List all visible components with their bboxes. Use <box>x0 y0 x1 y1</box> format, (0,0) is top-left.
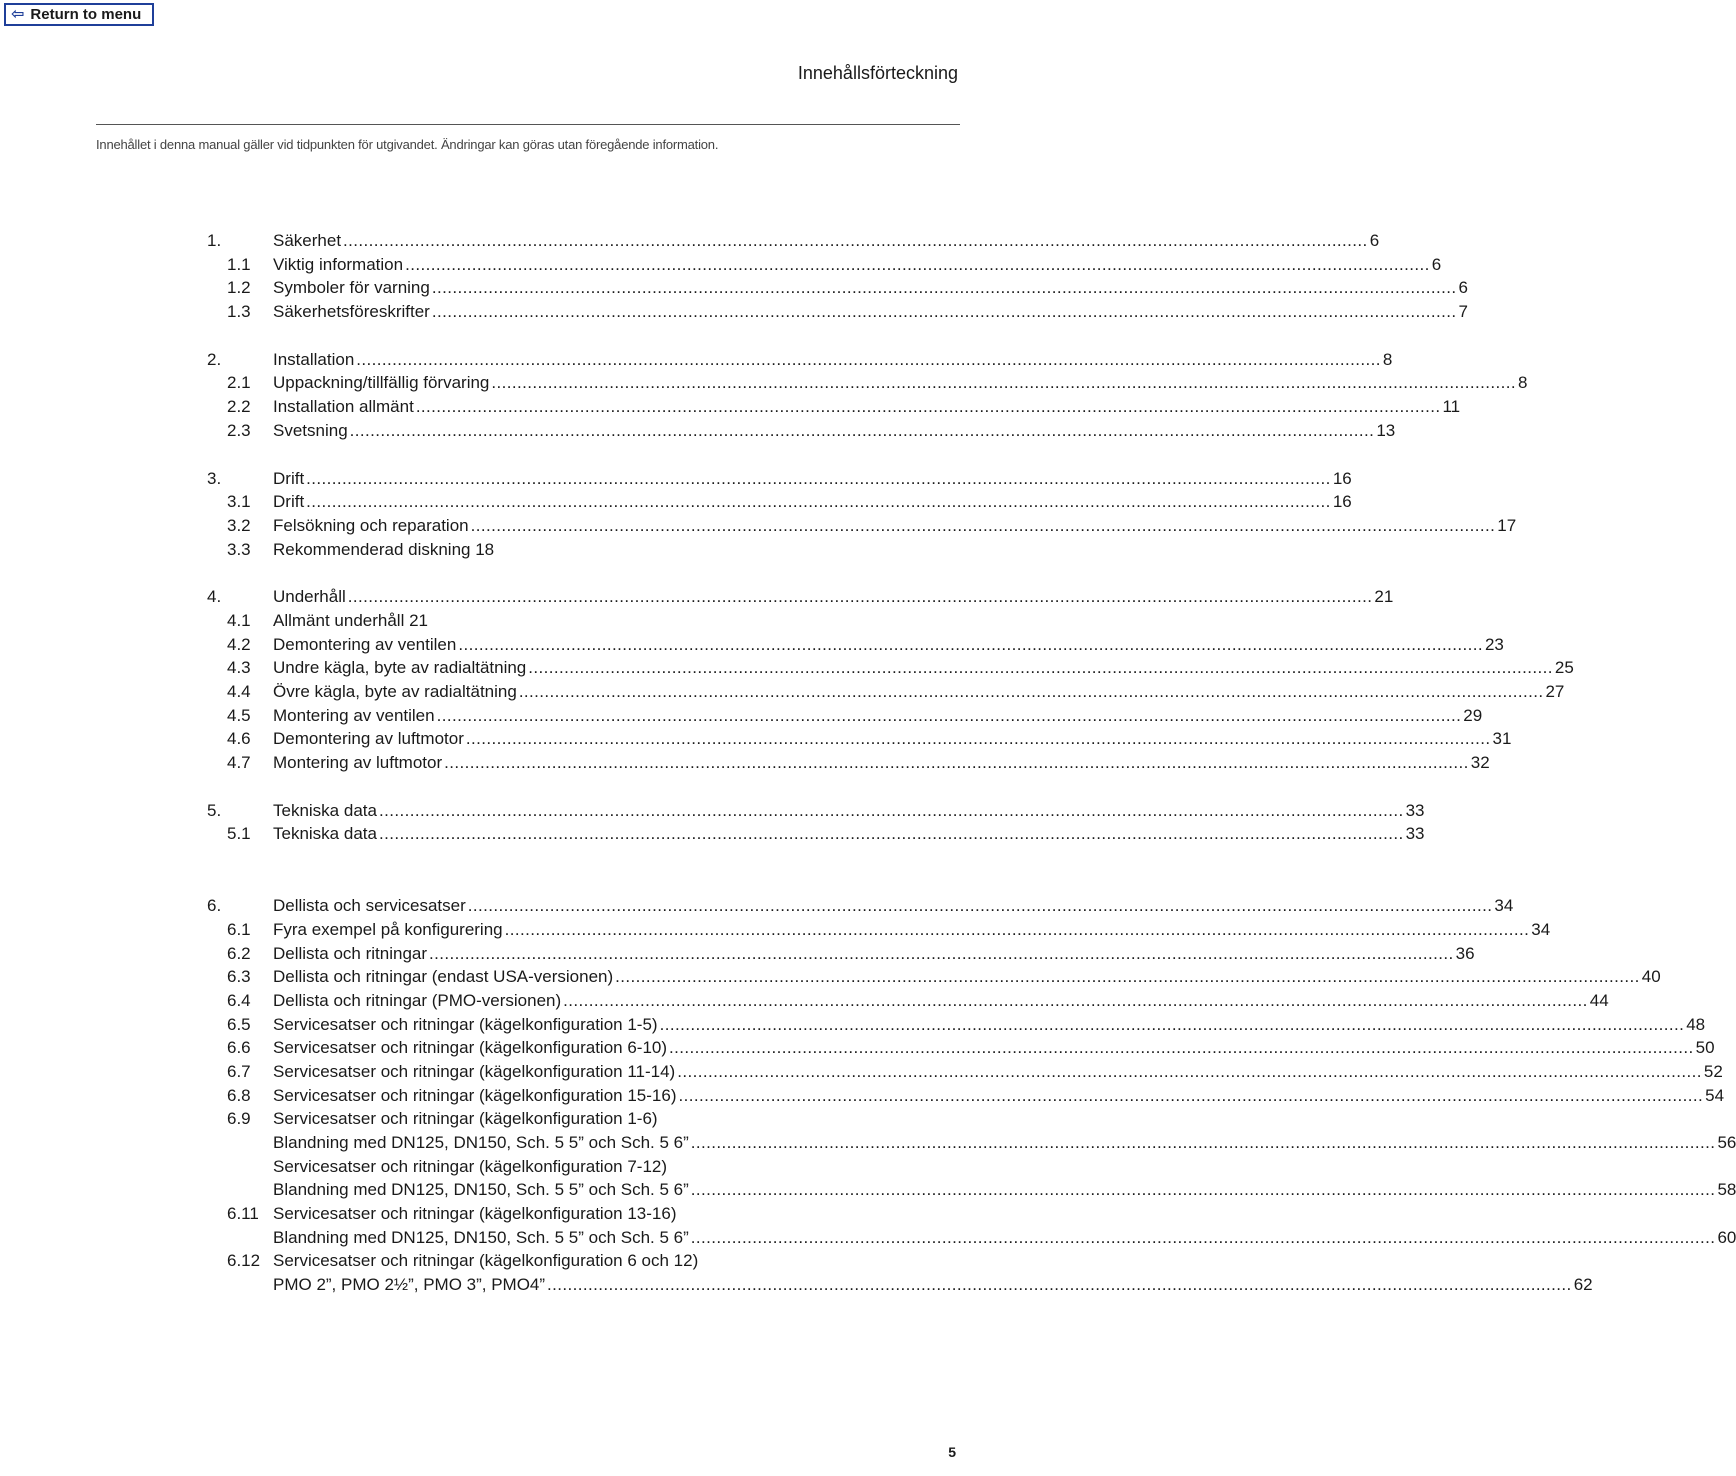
toc-entry[interactable] <box>207 633 1504 657</box>
toc-section-heading[interactable] <box>207 467 1352 491</box>
toc-entry[interactable] <box>207 371 1528 395</box>
toc-entry-title: Montering av ventilen <box>273 705 435 725</box>
toc-entry-number: 6.2 <box>227 943 251 963</box>
toc-entry-page: 34 <box>1531 919 1551 939</box>
toc-entry[interactable] <box>207 538 857 562</box>
toc-entry-title: Säkerhet <box>273 231 342 250</box>
toc-entry-page: 27 <box>1545 682 1565 701</box>
toc-entry-number: 3.2 <box>227 515 251 535</box>
table-of-contents <box>207 229 1736 1297</box>
toc-entry[interactable] <box>207 656 1574 680</box>
toc-entry-title: Fyra exempel på konfigurering <box>273 919 503 939</box>
toc-entry[interactable] <box>207 1178 1736 1202</box>
toc-section-heading[interactable] <box>207 229 1380 253</box>
toc-dot-leader: ........................................................................................................................................................................................................ <box>431 302 1457 322</box>
toc-entry-page: 32 <box>1470 753 1490 773</box>
toc-dot-leader: ........................................................................................................................................................................................................ <box>467 896 1493 916</box>
toc-entry[interactable] <box>207 727 1512 751</box>
toc-entry[interactable] <box>207 514 1517 538</box>
toc-entry[interactable] <box>207 822 1425 846</box>
toc-entry[interactable] <box>207 965 1661 989</box>
toc-entry-page: 7 <box>1458 302 1468 322</box>
toc-entry-title: Säkerhetsföreskrifter <box>273 302 430 322</box>
toc-entry[interactable] <box>207 1249 857 1273</box>
toc-entry-page: 44 <box>1589 990 1609 1010</box>
toc-entry-number: 4.4 <box>227 682 251 701</box>
toc-entry-title: Blandning med DN125, DN150, Sch. 5 5” och Sch. 5 6” <box>273 1227 689 1247</box>
toc-dot-leader: ........................................................................................................................................................................................................ <box>677 1061 1702 1081</box>
toc-entry-title: Symboler för varning <box>273 278 430 298</box>
toc-entry-number: 4.1 <box>227 610 251 630</box>
toc-entry-number: 4. <box>207 587 222 607</box>
toc-entry-title: Servicesatser och ritningar (kägelkonfiguration 6 och 12) <box>273 1251 699 1271</box>
toc-entry-title: Övre kägla, byte av radialtätning <box>273 682 517 701</box>
toc-entry-title: Felsökning och reparation <box>273 515 469 535</box>
header-divider <box>96 124 960 125</box>
toc-entry-title: Blandning med DN125, DN150, Sch. 5 5” och Sch. 5 6” <box>273 1180 689 1200</box>
toc-entry-page: 13 <box>1376 420 1396 440</box>
toc-entry[interactable] <box>207 1226 1736 1250</box>
toc-entry-title: Tekniska data <box>273 824 377 844</box>
toc-entry-number: 3. <box>207 468 222 488</box>
toc-entry-page: 36 <box>1455 943 1475 963</box>
toc-entry[interactable] <box>207 276 1468 300</box>
toc-entry-number: 4.3 <box>227 658 251 678</box>
toc-entry[interactable] <box>207 1202 857 1226</box>
toc-dot-leader: ........................................................................................................................................................................................................ <box>378 800 1404 820</box>
toc-dot-leader: ........................................................................................................................................................................................................ <box>356 349 1381 369</box>
toc-dot-leader: ........................................................................................................................................................................................................ <box>659 1014 1685 1034</box>
toc-entry-title: Dellista och ritningar <box>273 943 428 963</box>
toc-entry-number: 2.3 <box>227 420 251 440</box>
toc-entry-page: 62 <box>1573 1275 1593 1295</box>
toc-entry-number: 6.3 <box>227 967 251 987</box>
toc-dot-leader: ........................................................................................................................................................................................................ <box>436 705 1462 725</box>
toc-entry-title: Dellista och ritningar (PMO-versionen) <box>273 990 562 1010</box>
toc-entry-number: 1.2 <box>227 278 251 298</box>
toc-dot-leader: ........................................................................................................................................................................................................ <box>458 634 1483 654</box>
toc-entry[interactable] <box>207 490 1352 514</box>
toc-entry-title: Installation <box>273 349 355 369</box>
toc-entry-title: PMO 2”, PMO 2½”, PMO 3”, PMO4” <box>273 1275 546 1295</box>
toc-entry-page: 25 <box>1554 658 1574 678</box>
toc-entry-number: 4.6 <box>227 729 251 749</box>
toc-entry-number: 1. <box>207 231 222 250</box>
toc-entry-page: 11 <box>1442 397 1461 417</box>
toc-entry-title: Rekommenderad diskning 18 <box>273 539 495 559</box>
toc-entry-page: 31 <box>1492 729 1512 749</box>
toc-entry-number: 5.1 <box>227 824 251 844</box>
toc-section-heading[interactable] <box>207 799 1425 823</box>
toc-entry-title: Dellista och ritningar (endast USA-versionen) <box>273 967 614 987</box>
toc-entry-number: 6.6 <box>227 1038 251 1058</box>
toc-entry-title: Underhåll <box>273 587 346 607</box>
toc-entry-page: 17 <box>1497 515 1517 535</box>
toc-entry[interactable] <box>207 1013 1706 1037</box>
toc-entry[interactable] <box>207 704 1483 728</box>
toc-entry-number: 5. <box>207 800 222 820</box>
toc-dot-leader: ........................................................................................................................................................................................................ <box>306 468 1331 488</box>
toc-entry-number: 6.9 <box>227 1109 251 1129</box>
toc-entry-title: Svetsning <box>273 420 348 440</box>
toc-entry-number: 6.4 <box>227 990 251 1010</box>
toc-entry-page: 16 <box>1332 492 1352 512</box>
toc-entry-page: 48 <box>1686 1014 1706 1034</box>
toc-entry-page: 6 <box>1458 278 1468 298</box>
toc-entry-page: 8 <box>1382 349 1393 369</box>
toc-dot-leader: ........................................................................................................................................................................................................ <box>563 990 1588 1010</box>
toc-entry-title: Uppackning/tillfällig förvaring <box>273 373 490 393</box>
toc-entry-page: 34 <box>1494 896 1514 916</box>
toc-entry-page: 56 <box>1717 1133 1736 1152</box>
toc-dot-leader: ........................................................................................................................................................................................................ <box>347 587 1373 607</box>
toc-dot-leader: ........................................................................................................................................................................................................ <box>690 1227 1716 1247</box>
toc-entry-title: Servicesatser och ritningar (kägelkonfiguration 13-16) <box>273 1204 677 1224</box>
return-to-menu-button[interactable] <box>4 3 154 26</box>
toc-entry-number: 4.7 <box>227 753 251 773</box>
toc-dot-leader: ........................................................................................................................................................................................................ <box>690 1133 1716 1152</box>
toc-entry-number: 4.2 <box>227 634 251 654</box>
toc-entry[interactable] <box>207 1036 1715 1060</box>
toc-entry-title: Dellista och servicesatser <box>273 896 466 916</box>
toc-entry[interactable] <box>207 1155 857 1179</box>
toc-dot-leader: ........................................................................................................................................................................................................ <box>429 943 1454 963</box>
toc-entry[interactable] <box>207 680 1565 704</box>
toc-entry-number: 4.5 <box>227 705 251 725</box>
toc-entry[interactable] <box>207 942 1475 966</box>
toc-entry-number: 6.7 <box>227 1061 251 1081</box>
toc-entry[interactable] <box>207 1131 1736 1155</box>
toc-entry-title: Demontering av luftmotor <box>273 729 464 749</box>
toc-entry-title: Montering av luftmotor <box>273 753 443 773</box>
toc-dot-leader: ........................................................................................................................................................................................................ <box>669 1038 1694 1058</box>
toc-entry-title: Allmänt underhåll 21 <box>273 610 428 630</box>
toc-entry-title: Servicesatser och ritningar (kägelkonfiguration 1-6) <box>273 1109 658 1129</box>
toc-dot-leader: ........................................................................................................................................................................................................ <box>405 254 1430 274</box>
toc-entry-page: 40 <box>1641 967 1661 987</box>
toc-dot-leader: ........................................................................................................................................................................................................ <box>431 278 1457 298</box>
toc-entry[interactable] <box>207 751 1490 775</box>
toc-entry-title: Undre kägla, byte av radialtätning <box>273 658 527 678</box>
toc-entry[interactable] <box>207 609 857 633</box>
toc-entry[interactable] <box>207 1107 857 1131</box>
toc-dot-leader: ........................................................................................................................................................................................................ <box>415 397 1441 417</box>
toc-entry-title: Tekniska data <box>273 800 377 820</box>
toc-entry-page: 54 <box>1705 1085 1725 1105</box>
toc-entry[interactable] <box>207 253 1442 277</box>
toc-entry-page: 16 <box>1332 468 1352 488</box>
toc-entry-title: Viktig information <box>273 254 404 274</box>
toc-entry-number: 1.1 <box>227 254 251 274</box>
toc-entry-page: 58 <box>1717 1180 1736 1200</box>
toc-dot-leader: ........................................................................................................................................................................................................ <box>678 1085 1704 1105</box>
toc-entry-number: 2.2 <box>227 397 251 417</box>
disclaimer-text: Innehållet i denna manual gäller vid tidpunkten för utgivandet. Ändringar kan göras utan föregående information. <box>96 137 719 152</box>
toc-entry-number: 6.8 <box>227 1085 251 1105</box>
toc-entry-page: 29 <box>1463 705 1483 725</box>
toc-entry-title: Servicesatser och ritningar (kägelkonfiguration 6-10) <box>273 1038 668 1058</box>
toc-entry-page: 33 <box>1405 824 1425 844</box>
toc-dot-leader: ........................................................................................................................................................................................................ <box>547 1275 1572 1295</box>
toc-dot-leader: ........................................................................................................................................................................................................ <box>349 420 1375 440</box>
toc-entry-title: Drift <box>273 468 305 488</box>
toc-entry-page: 60 <box>1717 1227 1736 1247</box>
toc-dot-leader: ........................................................................................................................................................................................................ <box>528 658 1553 678</box>
toc-entry-page: 50 <box>1695 1038 1715 1058</box>
toc-entry-page: 6 <box>1431 254 1442 274</box>
toc-dot-leader: ........................................................................................................................................................................................................ <box>378 824 1404 844</box>
toc-entry-number: 6.5 <box>227 1014 251 1034</box>
toc-entry[interactable] <box>207 989 1609 1013</box>
toc-dot-leader: ........................................................................................................................................................................................................ <box>518 682 1544 701</box>
toc-section-heading[interactable] <box>207 348 1393 372</box>
toc-entry-title: Servicesatser och ritningar (kägelkonfiguration 11-14) <box>273 1061 676 1081</box>
toc-entry-number: 6.12 <box>227 1251 261 1271</box>
toc-dot-leader: ........................................................................................................................................................................................................ <box>615 967 1640 987</box>
page-number: 5 <box>948 1444 956 1460</box>
toc-entry-number: 2. <box>207 349 222 369</box>
toc-entry-page: 23 <box>1484 634 1504 654</box>
toc-entry-number: 6.1 <box>227 919 251 939</box>
toc-entry[interactable] <box>207 395 1461 419</box>
page-title: Innehållsförteckning <box>797 63 958 83</box>
toc-entry-title: Demontering av ventilen <box>273 634 457 654</box>
toc-entry-title: Blandning med DN125, DN150, Sch. 5 5” och Sch. 5 6” <box>273 1133 689 1152</box>
return-to-menu-label: Return to menu <box>30 6 142 23</box>
toc-entry[interactable] <box>207 1060 1723 1084</box>
toc-dot-leader: ........................................................................................................................................................................................................ <box>343 231 1368 250</box>
toc-entry-page: 8 <box>1518 373 1528 393</box>
left-arrow-icon: ⇦ <box>11 5 25 23</box>
toc-dot-leader: ........................................................................................................................................................................................................ <box>491 373 1517 393</box>
toc-entry-number: 6.11 <box>227 1204 259 1224</box>
toc-dot-leader: ........................................................................................................................................................................................................ <box>306 492 1331 512</box>
toc-section-heading[interactable] <box>207 894 1514 918</box>
toc-entry-number: 3.1 <box>227 492 251 512</box>
toc-entry-title: Drift <box>273 492 305 512</box>
toc-entry-title: Servicesatser och ritningar (kägelkonfiguration 7-12) <box>273 1156 668 1176</box>
toc-entry[interactable] <box>207 1084 1725 1108</box>
toc-entry[interactable] <box>207 419 1396 443</box>
toc-entry-page: 6 <box>1369 231 1380 250</box>
toc-entry-number: 2.1 <box>227 373 251 393</box>
toc-entry-number: 6. <box>207 896 222 916</box>
toc-dot-leader: ........................................................................................................................................................................................................ <box>444 753 1469 773</box>
toc-entry-page: 33 <box>1405 800 1425 820</box>
toc-dot-leader: ........................................................................................................................................................................................................ <box>470 515 1496 535</box>
toc-entry-title: Servicesatser och ritningar (kägelkonfiguration 15-16) <box>273 1085 677 1105</box>
toc-entry-number: 1.3 <box>227 302 251 322</box>
toc-entry[interactable] <box>207 300 1468 324</box>
toc-entry[interactable] <box>207 1273 1593 1297</box>
toc-dot-leader: ........................................................................................................................................................................................................ <box>690 1180 1716 1200</box>
toc-entry[interactable] <box>207 918 1551 942</box>
toc-entry-page: 21 <box>1374 587 1394 607</box>
toc-section-heading[interactable] <box>207 585 1394 609</box>
toc-entry-page: 52 <box>1703 1061 1723 1081</box>
toc-dot-leader: ........................................................................................................................................................................................................ <box>465 729 1491 749</box>
toc-entry-title: Servicesatser och ritningar (kägelkonfiguration 1-5) <box>273 1014 658 1034</box>
toc-entry-title: Installation allmänt <box>273 397 414 417</box>
toc-dot-leader: ........................................................................................................................................................................................................ <box>504 919 1530 939</box>
toc-entry-number: 3.3 <box>227 539 251 559</box>
